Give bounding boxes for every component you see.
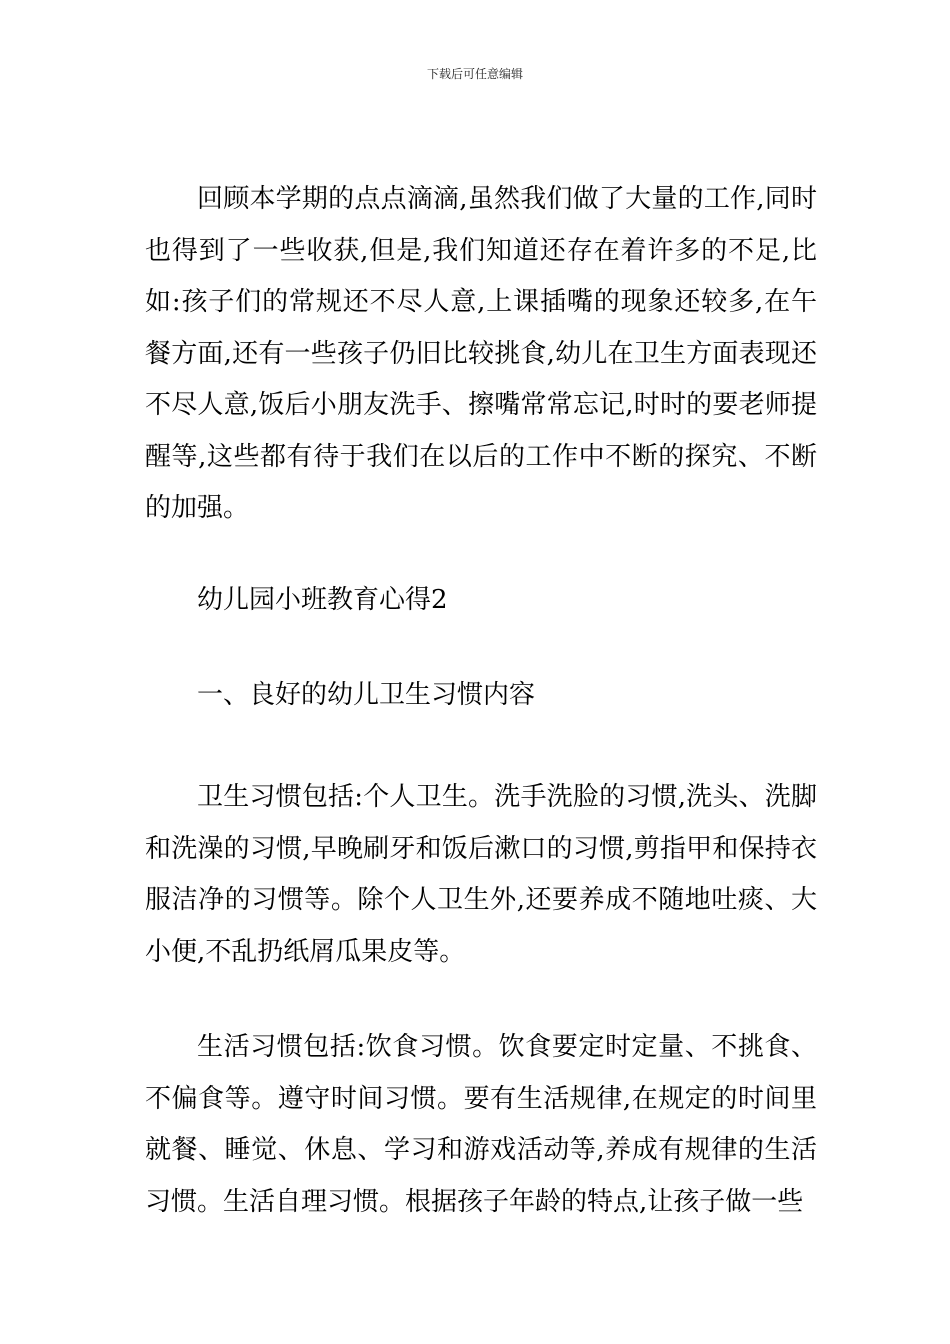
subsection-heading: 一、良好的幼儿卫生习惯内容 — [197, 680, 536, 710]
paragraph-review: 回顾本学期的点点滴滴,虽然我们做了大量的工作,同时也得到了一些收获,但是,我们知道还存在着许多的不足,比如:孩子们的常规还不尽人意,上课插嘴的现象还较多,在午餐方面,还有一些孩子仍旧比较挑食,幼儿在卫生方面表现还不尽人意,饭后小朋友洗手、擦嘴常常忘记,时时的要老师提醒等,这些都有待于我们在以后的工作中不断的探究、不断的加强。 — [145, 184, 817, 523]
paragraph-living-habits: 生活习惯包括:饮食习惯。饮食要定时定量、不挑食、不偏食等。遵守时间习惯。要有生活规律,在规定的时间里就餐、睡觉、休息、学习和游戏活动等,养成有规律的生活习惯。生活自理习惯。根据孩子年龄的特点,让孩子做一些 — [145, 1032, 817, 1217]
paragraph-hygiene-habits: 卫生习惯包括:个人卫生。洗手洗脸的习惯,洗头、洗脚和洗澡的习惯,早晚刷牙和饭后漱口的习惯,剪指甲和保持衣服洁净的习惯等。除个人卫生外,还要养成不随地吐痰、大小便,不乱扔纸屑瓜果皮等。 — [145, 782, 817, 967]
section-title: 幼儿园小班教育心得2 — [197, 585, 448, 615]
page-header-note: 下载后可任意编辑 — [426, 67, 523, 81]
